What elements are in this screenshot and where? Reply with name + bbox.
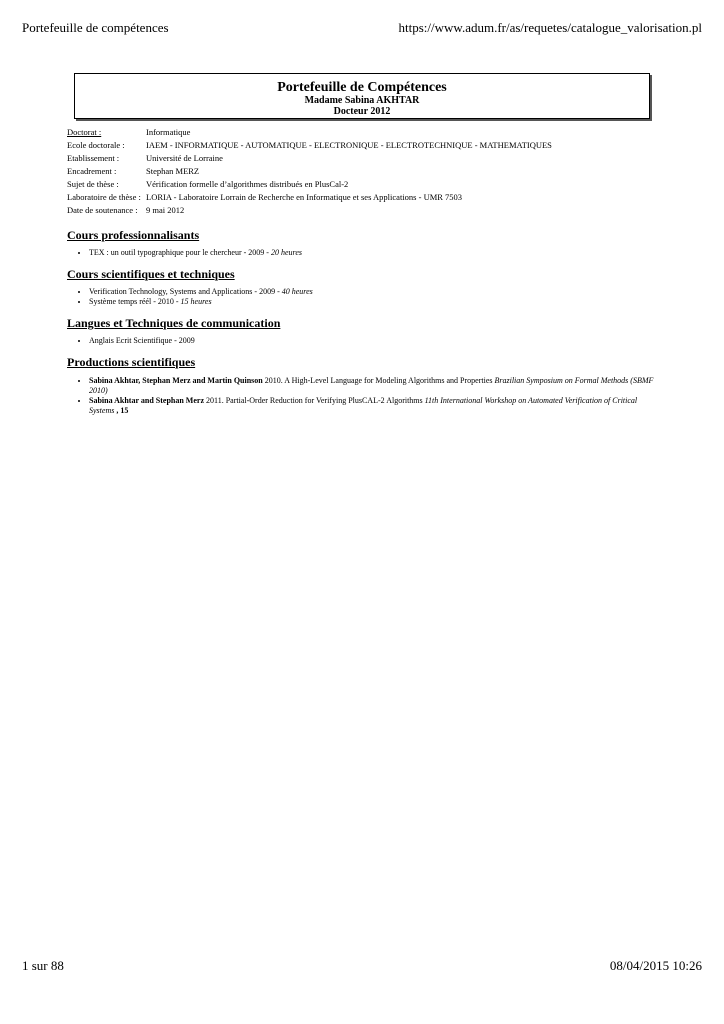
list-item: • TEX : un outil typographique pour le chercheur - 2009 - 20 heures bbox=[89, 248, 659, 258]
section-title-prod: Productions scientifiques bbox=[67, 355, 196, 369]
course-hours: 40 heures bbox=[281, 287, 313, 296]
info-row bbox=[67, 127, 555, 140]
info-value: Stephan MERZ bbox=[146, 166, 200, 176]
lang-course-list bbox=[67, 336, 659, 346]
info-label: Date de soutenance : bbox=[67, 205, 138, 215]
info-label: Sujet de thèse : bbox=[67, 179, 119, 189]
page-header-title: Portefeuille de compétences bbox=[22, 20, 169, 35]
section-title-lang: Langues et Techniques de communication bbox=[67, 316, 281, 330]
publication-venue: 11th International Workshop on Automated Verification of Critical Systems bbox=[89, 396, 638, 415]
info-value: 9 mai 2012 bbox=[146, 205, 185, 215]
info-value: LORIA - Laboratoire Lorrain de Recherche en Informatique et ses Applications - UMR 7503 bbox=[146, 192, 463, 202]
publication-list bbox=[67, 376, 659, 416]
info-value: Université de Lorraine bbox=[146, 153, 223, 163]
info-value: IAEM - INFORMATIQUE - AUTOMATIQUE - ELECTRONIQUE - ELECTROTECHNIQUE - MATHEMATIQUES bbox=[146, 140, 552, 150]
publication-item: • Sabina Akhtar and Stephan Merz 2011. Partial-Order Reduction for Verifying PlusCAL-2 Algorithms 11th International Workshop on Automated Verification of Critical Systems , 15 bbox=[89, 396, 659, 416]
publication-item: • Sabina Akhtar, Stephan Merz and Martin Quinson 2010. A High-Level Language for Modeling Algorithms and Properties Brazilian Symposium on Formal Methods (SBMF 2010) bbox=[89, 376, 659, 396]
info-row bbox=[67, 140, 555, 153]
info-label: Etablissement : bbox=[67, 153, 120, 163]
section-title-sci: Cours scientifiques et techniques bbox=[67, 267, 235, 281]
list-item: • Verification Technology, Systems and Applications - 2009 - 40 heures bbox=[89, 287, 659, 297]
section-title-pro: Cours professionnalisants bbox=[67, 228, 200, 242]
pro-course-list bbox=[67, 248, 659, 258]
info-label: Ecole doctorale : bbox=[67, 140, 125, 150]
print-timestamp: 08/04/2015 10:26 bbox=[609, 958, 702, 973]
publication-authors: Sabina Akhtar, Stephan Merz and Martin Quinson bbox=[89, 376, 263, 385]
page-counter: 1 sur 88 bbox=[22, 958, 64, 973]
document-title: Portefeuille de Compétences bbox=[277, 80, 447, 95]
list-item: • Anglais Ecrit Scientifique - 2009 bbox=[89, 336, 659, 346]
course-hours: 15 heures bbox=[180, 297, 212, 306]
info-label: Laboratoire de thèse : bbox=[67, 192, 141, 202]
info-row bbox=[67, 166, 555, 179]
info-row bbox=[67, 153, 555, 166]
info-table bbox=[67, 127, 555, 218]
title-box bbox=[74, 73, 650, 119]
info-label bbox=[67, 127, 146, 140]
info-value: Informatique bbox=[146, 127, 191, 137]
course-hours: 20 heures bbox=[270, 248, 302, 257]
doctor-year: Docteur 2012 bbox=[333, 106, 391, 117]
publication-venue: Brazilian Symposium on Formal Methods (SBMF 2010) bbox=[89, 376, 654, 395]
list-item: • Système temps réél - 2010 - 15 heures bbox=[89, 297, 659, 307]
info-value: Vérification formelle d’algorithmes distribués en PlusCal-2 bbox=[146, 179, 349, 189]
info-row bbox=[67, 192, 555, 205]
person-name: Madame Sabina AKHTAR bbox=[304, 95, 420, 106]
info-label: Encadrement : bbox=[67, 166, 117, 176]
publication-authors: Sabina Akhtar and Stephan Merz bbox=[89, 396, 204, 405]
page-header-url: https://www.adum.fr/as/requetes/catalogue_valorisation.pl bbox=[398, 20, 702, 35]
sci-course-list bbox=[67, 287, 659, 307]
doctorat-link[interactable]: Doctorat : bbox=[67, 127, 102, 137]
info-row bbox=[67, 205, 555, 218]
publication-pages: , 15 bbox=[114, 406, 129, 415]
info-row bbox=[67, 179, 555, 192]
